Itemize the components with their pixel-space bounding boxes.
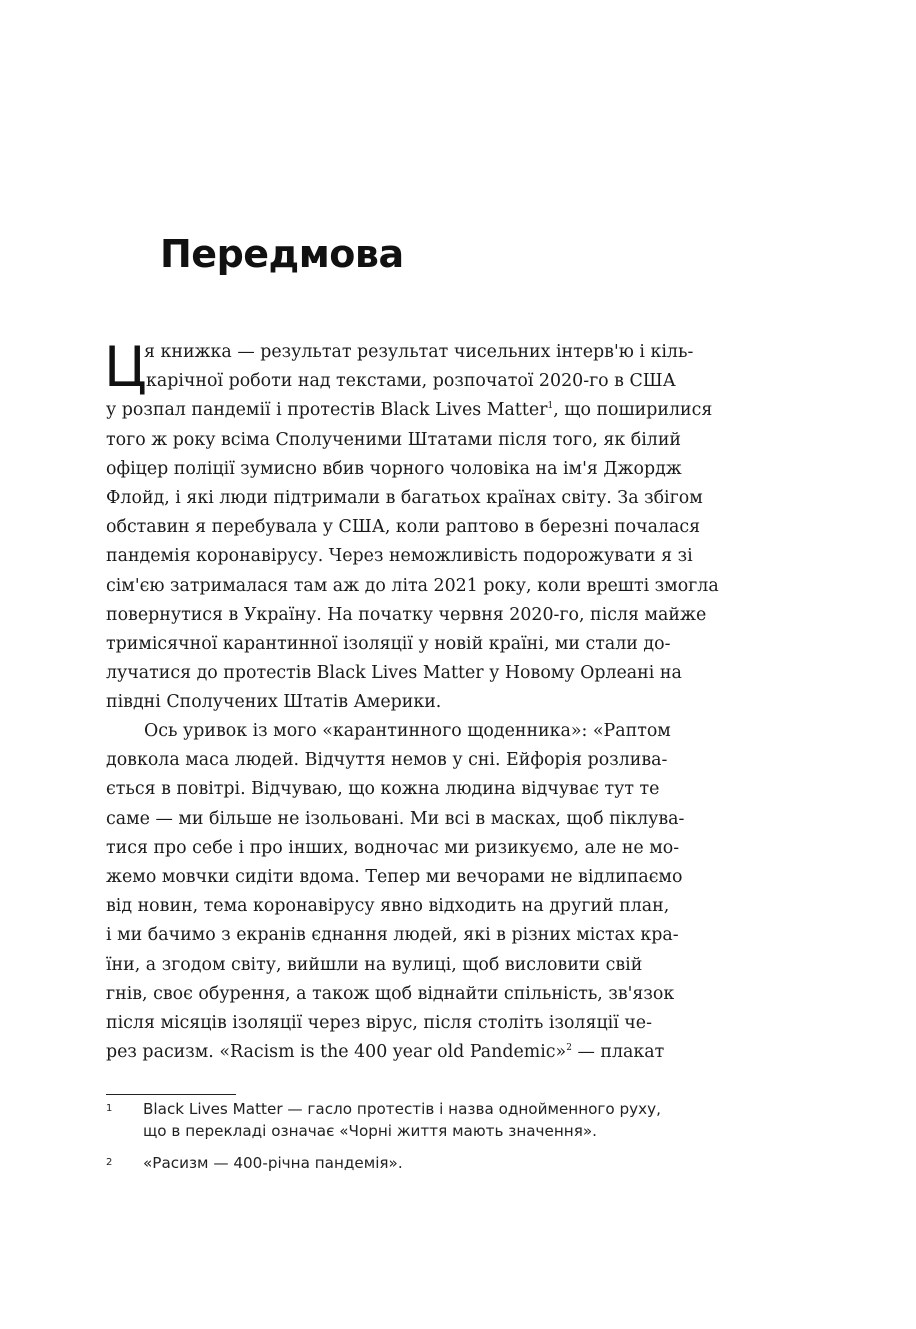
paragraph-2-line: їни, а згодом світу, вийшли на вулиці, щоб висловити свій — [106, 954, 643, 975]
footnote-number: 1 — [106, 1103, 113, 1114]
drop-cap: Ц — [104, 335, 147, 399]
footnote-text: що в перекладі означає «Чорні життя мають значення». — [143, 1122, 597, 1140]
paragraph-2-line: після місяців ізоляції через вірус, після століть ізоляції че- — [106, 1012, 652, 1033]
paragraph-1-line: тримісячної карантинної ізоляції у новій країні, ми стали до- — [106, 633, 671, 654]
paragraph-1-line: півдні Сполучених Штатів Америки. — [106, 692, 442, 713]
footnote-ref-2[interactable]: 2 — [566, 1043, 572, 1054]
footnote-1 — [106, 1098, 786, 1142]
paragraph-2-line: жемо мовчки сидіти вдома. Тепер ми вечорами не відлипаємо — [106, 866, 683, 887]
paragraph-1 — [104, 335, 770, 717]
paragraph-1-line: сім'єю затрималася там аж до літа 2021 року, коли врешті змогла — [106, 575, 719, 596]
paragraph-1-line: пандемія коронавірусу. Через неможливість подорожувати я зі — [106, 546, 693, 567]
paragraph-2-line: від новин, тема коронавірусу явно відходить на другий план, — [106, 896, 670, 917]
footnote-ref-1[interactable]: 1 — [547, 401, 554, 412]
paragraph-2-line: довкола маса людей. Відчуття немов у сні. Ейфорія розлива- — [106, 750, 668, 771]
paragraph-2-line: і ми бачимо з екранів єднання людей, які в різних містах кра- — [106, 925, 679, 946]
paragraph-2-line: гнів, своє обурення, а також щоб віднайти спільність, зв'язок — [106, 983, 675, 1004]
paragraph-2-line: рез расизм. «Racism is the 400 year old Pandemic»$^2$ — плакат — [106, 1042, 665, 1063]
paragraph-2-line: Ось уривок із мого «карантинного щоденника»: «Раптом — [144, 721, 671, 741]
paragraph-1-line: карічної роботи над текстами, розпочатої 2020-го в США — [146, 371, 676, 392]
footnote-divider — [106, 1094, 236, 1095]
paragraph-2-line: саме — ми більше не ізольовані. Ми всі в масках, щоб піклува- — [106, 808, 685, 829]
paragraph-1-line: Флойд, і які люди підтримали в багатьох країнах світу. За збігом — [106, 487, 703, 508]
paragraph-1-line: Ц я книжка — результат результат чисельних інтерв'ю і кіль- — [104, 335, 694, 399]
footnote-text: Black Lives Matter — гасло протестів і назва однойменного руху, — [143, 1100, 661, 1118]
paragraph-1-line: у розпал пандемії і протестів Black Lives Matter$^1$, що поширилися — [106, 400, 713, 421]
footnote-2 — [106, 1152, 786, 1174]
paragraph-2-line: тися про себе і про інших, водночас ми ризикуємо, але не мо- — [106, 837, 680, 858]
paragraph-1-line: того ж року всіма Сполученими Штатами після того, як білий — [106, 429, 682, 450]
footnotes — [106, 1098, 786, 1184]
paragraph-1-line: офіцер поліції зумисно вбив чорного чоловіка на ім'я Джордж — [106, 458, 682, 479]
paragraph-1-line: лучатися до протестів Black Lives Matter у Новому Орлеані на — [106, 663, 682, 684]
paragraph-2-line: ється в повітрі. Відчуваю, що кожна людина відчуває тут те — [106, 779, 660, 800]
chapter-title: Передмова — [160, 232, 404, 276]
footnote-number: 2 — [106, 1157, 113, 1168]
paragraph-1-line: обставин я перебувала у США, коли раптово в березні почалася — [106, 517, 701, 538]
paragraph-1-line: повернутися в Україну. На початку червня 2020-го, після майже — [106, 604, 707, 625]
footnote-text: «Расизм — 400-річна пандемія». — [143, 1154, 403, 1172]
paragraph-2 — [106, 717, 770, 1067]
